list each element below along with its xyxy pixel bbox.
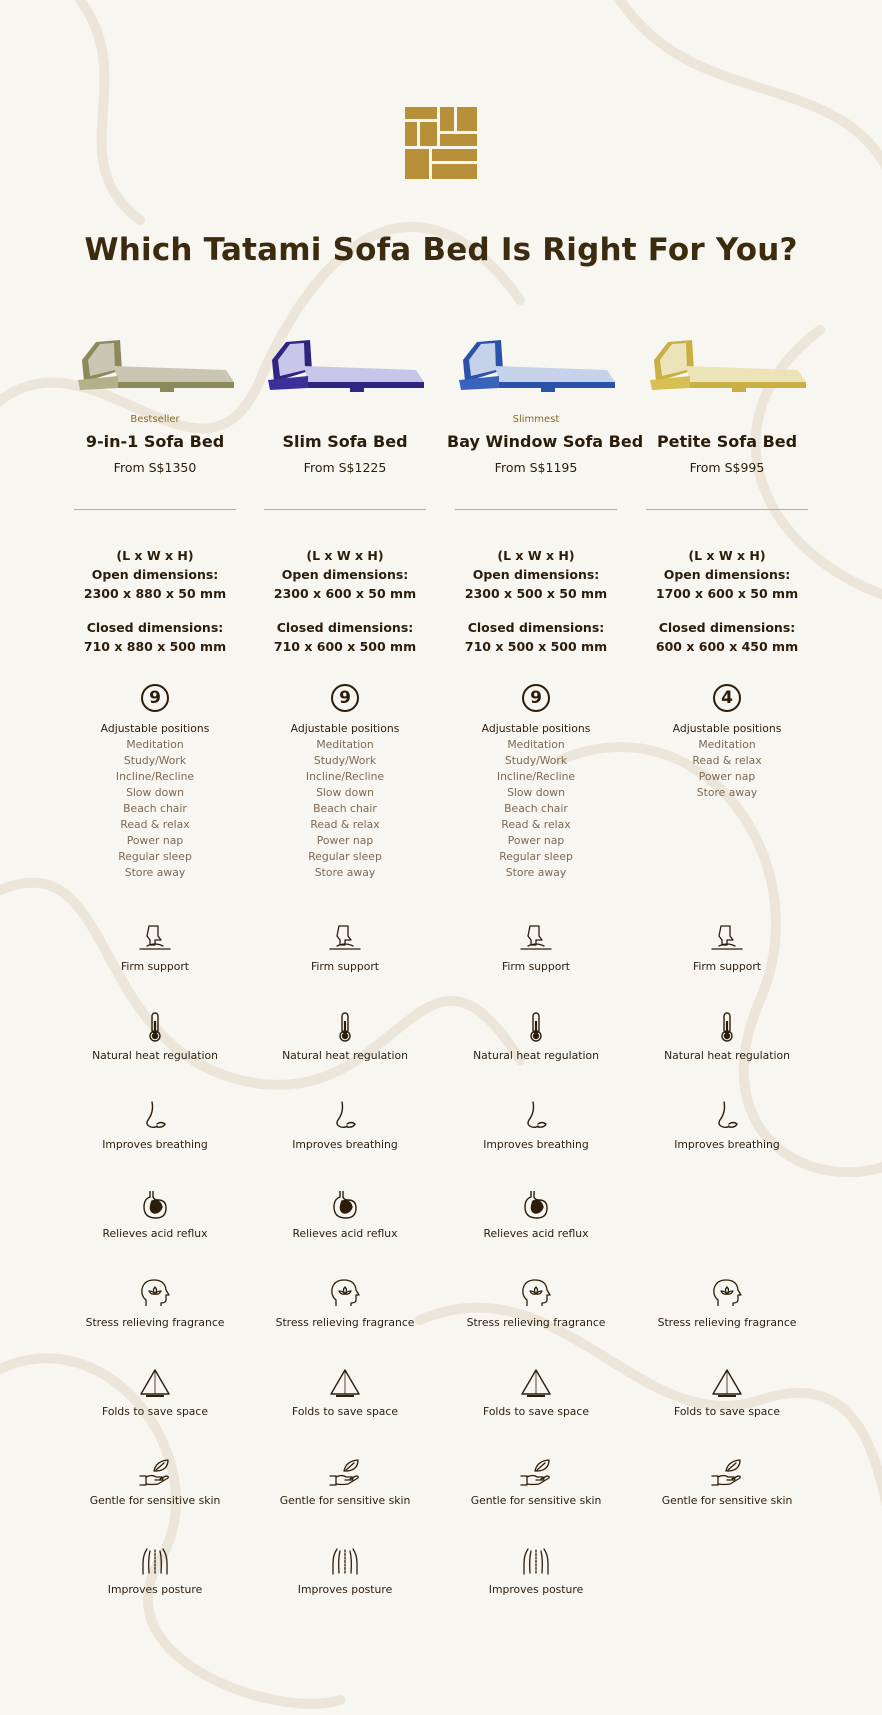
feature-item: [256, 1189, 434, 1240]
closed-dimensions-value: 710 x 600 x 500 mm: [273, 639, 417, 654]
position-item: Incline/Recline: [305, 770, 385, 783]
feature-item: [447, 1011, 625, 1062]
open-dimensions-label: Open dimensions:: [663, 567, 791, 582]
feature-item: [638, 1011, 816, 1062]
product-name[interactable]: Slim Sofa Bed: [282, 432, 408, 451]
position-item: Read & relax: [310, 818, 380, 831]
position-item: Regular sleep: [118, 850, 192, 863]
dimensions-block: [256, 546, 434, 656]
position-item: Beach chair: [123, 802, 187, 815]
feature-item: [447, 1189, 625, 1240]
spine-posture-icon: [256, 1545, 434, 1577]
closed-dimensions-value: 710 x 500 x 500 mm: [464, 639, 608, 654]
thermometer-icon: [256, 1011, 434, 1043]
position-item: Slow down: [126, 786, 184, 799]
position-item: Slow down: [316, 786, 374, 799]
feature-label: Natural heat regulation: [92, 1049, 218, 1062]
feature-item: [638, 1456, 816, 1507]
dimensions-block: [66, 546, 244, 656]
feature-label: Gentle for sensitive skin: [279, 1494, 411, 1507]
position-item: Study/Work: [123, 754, 187, 767]
thermometer-icon: [447, 1011, 625, 1043]
open-dimensions-label: Open dimensions:: [91, 567, 219, 582]
divider: [455, 509, 617, 510]
lotus-head-icon: [447, 1278, 625, 1310]
positions-list: [256, 721, 434, 881]
position-item: Meditation: [507, 738, 565, 751]
triangle-fold-icon: [66, 1367, 244, 1399]
dimension-unit-label: (L x W x H): [116, 548, 194, 563]
feature-item: [66, 1367, 244, 1418]
positions-list: [447, 721, 625, 881]
position-count-badge: 9: [141, 684, 169, 712]
sofa-bed-image: [646, 330, 808, 398]
triangle-fold-icon: [447, 1367, 625, 1399]
product-tag: Slimmest: [512, 414, 560, 425]
open-dimensions-value: 2300 x 880 x 50 mm: [83, 586, 227, 601]
feature-label: Firm support: [120, 960, 190, 973]
dimension-unit-label: (L x W x H): [306, 548, 384, 563]
feature-label: Folds to save space: [292, 1405, 398, 1418]
feature-item: [638, 1100, 816, 1151]
product-price: From S$1195: [494, 460, 578, 475]
feature-label: Firm support: [692, 960, 762, 973]
feature-label: Improves posture: [297, 1583, 393, 1596]
feature-label: Relieves acid reflux: [292, 1227, 398, 1240]
nose-icon: [256, 1100, 434, 1132]
position-item: Read & relax: [501, 818, 571, 831]
product-price: From S$995: [689, 460, 765, 475]
position-item: Meditation: [316, 738, 374, 751]
spine-posture-icon: [447, 1545, 625, 1577]
dimension-unit-label: (L x W x H): [497, 548, 575, 563]
feature-item: [66, 1189, 244, 1240]
position-item: Adjustable positions: [100, 722, 210, 735]
feature-label: Folds to save space: [483, 1405, 589, 1418]
divider: [264, 509, 426, 510]
closed-dimensions-value: 600 x 600 x 450 mm: [655, 639, 799, 654]
position-item: Beach chair: [504, 802, 568, 815]
position-item: Store away: [314, 866, 376, 879]
feature-label: Firm support: [501, 960, 571, 973]
product-column-3: [447, 330, 644, 881]
triangle-fold-icon: [638, 1367, 816, 1399]
position-item: Read & relax: [120, 818, 190, 831]
nose-icon: [66, 1100, 244, 1132]
sofa-bed-image: [74, 330, 236, 398]
product-name[interactable]: 9-in-1 Sofa Bed: [85, 432, 225, 451]
product-name[interactable]: Bay Window Sofa Bed: [447, 432, 644, 451]
closed-dimensions-value: 710 x 880 x 500 mm: [83, 639, 227, 654]
closed-dimensions-label: Closed dimensions:: [276, 620, 414, 635]
position-item: Adjustable positions: [290, 722, 400, 735]
position-item: Store away: [696, 786, 758, 799]
product-column-1: [66, 330, 244, 881]
firm-support-icon: [447, 922, 625, 954]
feature-label: Improves breathing: [102, 1138, 208, 1151]
hand-leaf-icon: [66, 1456, 244, 1488]
product-price: From S$1225: [303, 460, 387, 475]
position-count-badge: 4: [713, 684, 741, 712]
feature-label: Improves posture: [488, 1583, 584, 1596]
dimensions-block: [638, 546, 816, 656]
sofa-bed-image: [264, 330, 426, 398]
feature-label: Improves breathing: [292, 1138, 398, 1151]
feature-label: Natural heat regulation: [473, 1049, 599, 1062]
firm-support-icon: [638, 922, 816, 954]
feature-item: [256, 922, 434, 973]
position-item: Incline/Recline: [115, 770, 195, 783]
hand-leaf-icon: [256, 1456, 434, 1488]
feature-label: Gentle for sensitive skin: [661, 1494, 793, 1507]
feature-item: [638, 922, 816, 973]
position-item: Study/Work: [313, 754, 377, 767]
thermometer-icon: [66, 1011, 244, 1043]
feature-label: Stress relieving fragrance: [85, 1316, 225, 1329]
stomach-icon: [66, 1189, 244, 1221]
position-item: Store away: [505, 866, 567, 879]
feature-item: [638, 1367, 816, 1418]
nose-icon: [638, 1100, 816, 1132]
position-item: Regular sleep: [308, 850, 382, 863]
feature-label: Improves posture: [107, 1583, 203, 1596]
feature-label: Gentle for sensitive skin: [470, 1494, 602, 1507]
position-item: Store away: [124, 866, 186, 879]
position-item: Meditation: [126, 738, 184, 751]
closed-dimensions-label: Closed dimensions:: [658, 620, 796, 635]
feature-label: Folds to save space: [674, 1405, 780, 1418]
hand-leaf-icon: [638, 1456, 816, 1488]
feature-label: Stress relieving fragrance: [466, 1316, 606, 1329]
feature-item: [447, 1456, 625, 1507]
feature-item: [66, 1278, 244, 1329]
position-item: Meditation: [698, 738, 756, 751]
feature-label: Relieves acid reflux: [102, 1227, 208, 1240]
product-tag: [638, 414, 816, 428]
feature-item: [66, 1545, 244, 1596]
feature-item: [447, 922, 625, 973]
feature-label: Improves breathing: [483, 1138, 589, 1151]
feature-item: [66, 1100, 244, 1151]
position-item: Beach chair: [313, 802, 377, 815]
page-title: Which Tatami Sofa Bed Is Right For You?: [84, 232, 798, 268]
position-count-badge: 9: [522, 684, 550, 712]
product-tag: [256, 414, 434, 428]
lotus-head-icon: [256, 1278, 434, 1310]
position-item: Regular sleep: [499, 850, 573, 863]
feature-item: [256, 1545, 434, 1596]
closed-dimensions-label: Closed dimensions:: [467, 620, 605, 635]
stomach-icon: [256, 1189, 434, 1221]
feature-label: Natural heat regulation: [282, 1049, 408, 1062]
lotus-head-icon: [638, 1278, 816, 1310]
firm-support-icon: [66, 922, 244, 954]
tatami-logo-icon: [405, 107, 477, 179]
feature-label: Stress relieving fragrance: [657, 1316, 797, 1329]
open-dimensions-value: 1700 x 600 x 50 mm: [655, 586, 799, 601]
feature-label: Gentle for sensitive skin: [89, 1494, 221, 1507]
open-dimensions-value: 2300 x 600 x 50 mm: [273, 586, 417, 601]
open-dimensions-label: Open dimensions:: [281, 567, 409, 582]
feature-label: Natural heat regulation: [664, 1049, 790, 1062]
feature-item: [447, 1367, 625, 1418]
product-tag: Bestseller: [130, 414, 180, 425]
position-count-badge: 9: [331, 684, 359, 712]
nose-icon: [447, 1100, 625, 1132]
product-name[interactable]: Petite Sofa Bed: [656, 432, 798, 451]
position-item: Study/Work: [504, 754, 568, 767]
feature-label: Improves breathing: [674, 1138, 780, 1151]
feature-item: [256, 1100, 434, 1151]
feature-item: [66, 1456, 244, 1507]
product-column-2: [256, 330, 434, 881]
divider: [74, 509, 236, 510]
position-item: Slow down: [507, 786, 565, 799]
feature-label: Stress relieving fragrance: [275, 1316, 415, 1329]
product-column-4: [638, 330, 816, 801]
firm-support-icon: [256, 922, 434, 954]
feature-label: Firm support: [310, 960, 380, 973]
feature-item: [447, 1100, 625, 1151]
hand-leaf-icon: [447, 1456, 625, 1488]
feature-label: Relieves acid reflux: [483, 1227, 589, 1240]
feature-item: [66, 1011, 244, 1062]
position-item: Adjustable positions: [481, 722, 591, 735]
spine-posture-icon: [66, 1545, 244, 1577]
triangle-fold-icon: [256, 1367, 434, 1399]
positions-list: [66, 721, 244, 881]
product-price: From S$1350: [113, 460, 197, 475]
feature-label: Folds to save space: [102, 1405, 208, 1418]
sofa-bed-image: [455, 330, 617, 398]
feature-item: [447, 1545, 625, 1596]
closed-dimensions-label: Closed dimensions:: [86, 620, 224, 635]
positions-list: [638, 721, 816, 801]
position-item: Adjustable positions: [672, 722, 782, 735]
position-item: Incline/Recline: [496, 770, 576, 783]
position-item: Power nap: [126, 834, 184, 847]
dimension-unit-label: (L x W x H): [688, 548, 766, 563]
open-dimensions-label: Open dimensions:: [472, 567, 600, 582]
feature-item: [66, 922, 244, 973]
feature-item: [447, 1278, 625, 1329]
feature-item: [638, 1278, 816, 1329]
position-item: Read & relax: [692, 754, 762, 767]
feature-item: [256, 1278, 434, 1329]
feature-item: [256, 1011, 434, 1062]
thermometer-icon: [638, 1011, 816, 1043]
open-dimensions-value: 2300 x 500 x 50 mm: [464, 586, 608, 601]
position-item: Power nap: [507, 834, 565, 847]
feature-item: [256, 1367, 434, 1418]
position-item: Power nap: [698, 770, 756, 783]
stomach-icon: [447, 1189, 625, 1221]
dimensions-block: [447, 546, 625, 656]
lotus-head-icon: [66, 1278, 244, 1310]
position-item: Power nap: [316, 834, 374, 847]
feature-item: [256, 1456, 434, 1507]
divider: [646, 509, 808, 510]
